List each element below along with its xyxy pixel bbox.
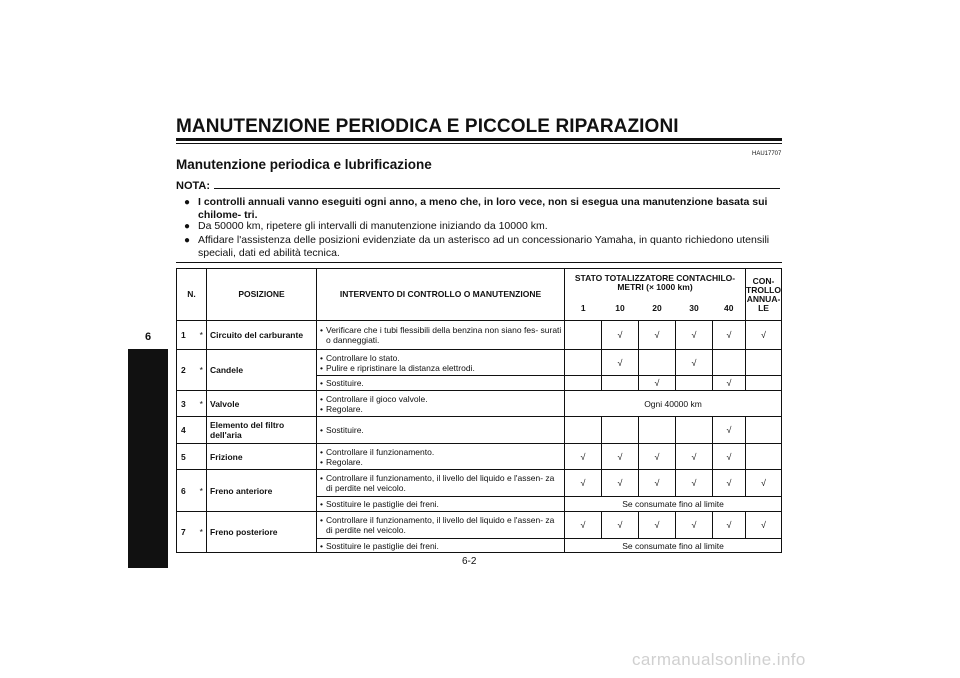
header-num: N. <box>177 269 207 321</box>
interval-cell: Se consumate fino al limite <box>565 539 782 553</box>
check-cell: √ <box>746 470 782 497</box>
row-action <box>317 417 565 444</box>
check-cell <box>746 417 782 444</box>
row-action <box>317 497 565 512</box>
check-cell <box>713 350 746 376</box>
bullet-icon: • <box>320 425 323 435</box>
row-number: 6 <box>177 470 197 512</box>
action-text: Sostituire le pastiglie dei freni. <box>326 540 439 551</box>
header-rule <box>176 138 782 141</box>
check-cell <box>565 321 602 350</box>
table-row <box>177 444 782 470</box>
action-text: Sostituire. <box>326 378 364 388</box>
header-km: 30 <box>676 297 713 321</box>
action-text: Controllare lo stato. <box>326 352 400 363</box>
check-cell <box>565 417 602 444</box>
section-title: Manutenzione periodica e lubrificazione <box>176 157 432 172</box>
check-cell: √ <box>639 470 676 497</box>
header-km: 20 <box>639 297 676 321</box>
check-cell: √ <box>565 512 602 539</box>
header-annual: CON- TROLLO ANNUA- LE <box>746 269 782 321</box>
check-cell: √ <box>565 470 602 497</box>
header-action: INTERVENTO DI CONTROLLO O MANUTENZIONE <box>317 269 565 321</box>
bullet-icon: ● <box>184 221 191 232</box>
action-text: Controllare il funzionamento. <box>326 446 435 457</box>
check-cell: √ <box>639 376 676 391</box>
row-action <box>317 444 565 470</box>
check-cell: √ <box>676 350 713 376</box>
check-cell <box>639 417 676 444</box>
maintenance-table <box>176 268 782 553</box>
row-number: 3 <box>177 391 197 417</box>
row-position: Freno anteriore <box>207 470 317 512</box>
check-cell: √ <box>676 470 713 497</box>
header-km: 40 <box>713 297 746 321</box>
check-cell <box>565 376 602 391</box>
row-position: Candele <box>207 350 317 391</box>
action-text: Controllare il funzionamento, il livello del liquido e l'assen- za di perdite nel veicolo. <box>326 515 555 535</box>
nota-text: Affidare l'assistenza delle posizioni evidenziate da un asterisco ad un concessionario Yamaha, in quanto richiedono utensili speciali, dati ed abilità tecnica. <box>198 234 770 259</box>
check-cell <box>746 350 782 376</box>
row-number: 2 <box>177 350 197 391</box>
chapter-tab <box>128 326 168 568</box>
bullet-icon: • <box>320 499 323 509</box>
row-number: 4 <box>177 417 207 444</box>
row-position: Elemento del filtro dell'aria <box>207 417 317 444</box>
check-cell <box>746 376 782 391</box>
check-cell: √ <box>713 470 746 497</box>
row-position: Valvole <box>207 391 317 417</box>
check-cell: √ <box>746 512 782 539</box>
bullet-icon: • <box>320 378 323 388</box>
nota-text: I controlli annuali vanno eseguiti ogni anno, a meno che, in loro vece, non si esegua una manutenzione basata sui chilome- tri. <box>198 196 768 221</box>
chapter-tab-number: 6 <box>128 325 168 349</box>
check-cell: √ <box>602 470 639 497</box>
table-row <box>177 350 782 376</box>
check-cell: √ <box>713 417 746 444</box>
bullet-icon: • <box>320 393 323 404</box>
check-cell <box>639 350 676 376</box>
check-cell: √ <box>676 321 713 350</box>
nota-end-rule <box>176 262 782 263</box>
bullet-icon: • <box>320 540 323 551</box>
check-cell <box>676 417 713 444</box>
check-cell: √ <box>602 350 639 376</box>
row-asterisk: * <box>197 512 207 553</box>
bullet-icon: ● <box>184 235 191 246</box>
row-action <box>317 376 565 391</box>
check-cell <box>676 376 713 391</box>
page-number: 6-2 <box>462 556 477 567</box>
row-action <box>317 350 565 376</box>
action-text: Verificare che i tubi flessibili della benzina non siano fes- surati o danneggiati. <box>326 325 562 345</box>
row-action <box>317 470 565 497</box>
row-position: Frizione <box>207 444 317 470</box>
bullet-icon: • <box>320 352 323 363</box>
bullet-icon: • <box>320 473 323 483</box>
nota-rule <box>214 188 780 189</box>
action-text: Regolare. <box>326 456 363 467</box>
interval-cell: Ogni 40000 km <box>565 391 782 417</box>
table-row <box>177 417 782 444</box>
row-asterisk: * <box>197 391 207 417</box>
check-cell: √ <box>713 512 746 539</box>
check-cell: √ <box>639 512 676 539</box>
row-action <box>317 512 565 539</box>
check-cell: √ <box>602 512 639 539</box>
bullet-icon: • <box>320 456 323 467</box>
check-cell: √ <box>713 321 746 350</box>
check-cell <box>602 417 639 444</box>
bullet-icon: • <box>320 403 323 414</box>
row-position: Circuito del carburante <box>207 321 317 350</box>
check-cell <box>602 376 639 391</box>
table-row <box>177 321 782 350</box>
action-text: Sostituire. <box>326 425 364 435</box>
row-number: 7 <box>177 512 197 553</box>
bullet-icon: • <box>320 362 323 373</box>
check-cell: √ <box>639 444 676 470</box>
action-text: Controllare il gioco valvole. <box>326 393 428 404</box>
check-cell: √ <box>676 444 713 470</box>
interval-cell: Se consumate fino al limite <box>565 497 782 512</box>
header-km: 10 <box>602 297 639 321</box>
check-cell: √ <box>746 321 782 350</box>
action-text: Pulire e ripristinare la distanza elettrodi. <box>326 362 475 373</box>
row-asterisk: * <box>197 470 207 512</box>
row-number: 1 <box>177 321 197 350</box>
table-row <box>177 470 782 497</box>
check-cell <box>746 444 782 470</box>
bullet-icon: • <box>320 515 323 525</box>
nota-label: NOTA: <box>176 180 211 192</box>
check-cell: √ <box>602 444 639 470</box>
check-cell: √ <box>639 321 676 350</box>
header-position: POSIZIONE <box>207 269 317 321</box>
bullet-icon: ● <box>184 197 191 208</box>
check-cell: √ <box>713 444 746 470</box>
nota-text: Da 50000 km, ripetere gli intervalli di manutenzione iniziando da 10000 km. <box>198 220 548 232</box>
row-action <box>317 321 565 350</box>
row-position: Freno posteriore <box>207 512 317 553</box>
header-odometer: STATO TOTALIZZATORE CONTACHILO- METRI (× 1000 km) <box>565 269 746 297</box>
row-action <box>317 539 565 553</box>
check-cell: √ <box>713 376 746 391</box>
table-row <box>177 512 782 539</box>
action-text: Regolare. <box>326 403 363 414</box>
check-cell: √ <box>676 512 713 539</box>
bullet-icon: • <box>320 446 323 457</box>
action-text: Sostituire le pastiglie dei freni. <box>326 499 439 509</box>
header-rule-thin <box>176 143 782 144</box>
page-title: MANUTENZIONE PERIODICA E PICCOLE RIPARAZIONI <box>176 116 679 137</box>
action-text: Controllare il funzionamento, il livello del liquido e l'assen- za di perdite nel veicolo. <box>326 473 555 493</box>
check-cell <box>565 350 602 376</box>
table-row <box>177 391 782 417</box>
bullet-icon: • <box>320 325 323 335</box>
watermark: carmanualsonline.info <box>632 650 806 669</box>
row-asterisk: * <box>197 350 207 391</box>
table-header-row <box>177 269 782 297</box>
row-action <box>317 391 565 417</box>
row-number: 5 <box>177 444 207 470</box>
check-cell: √ <box>565 444 602 470</box>
reference-code: HAU17707 <box>752 151 782 157</box>
row-asterisk: * <box>197 321 207 350</box>
header-km: 1 <box>565 297 602 321</box>
check-cell: √ <box>602 321 639 350</box>
